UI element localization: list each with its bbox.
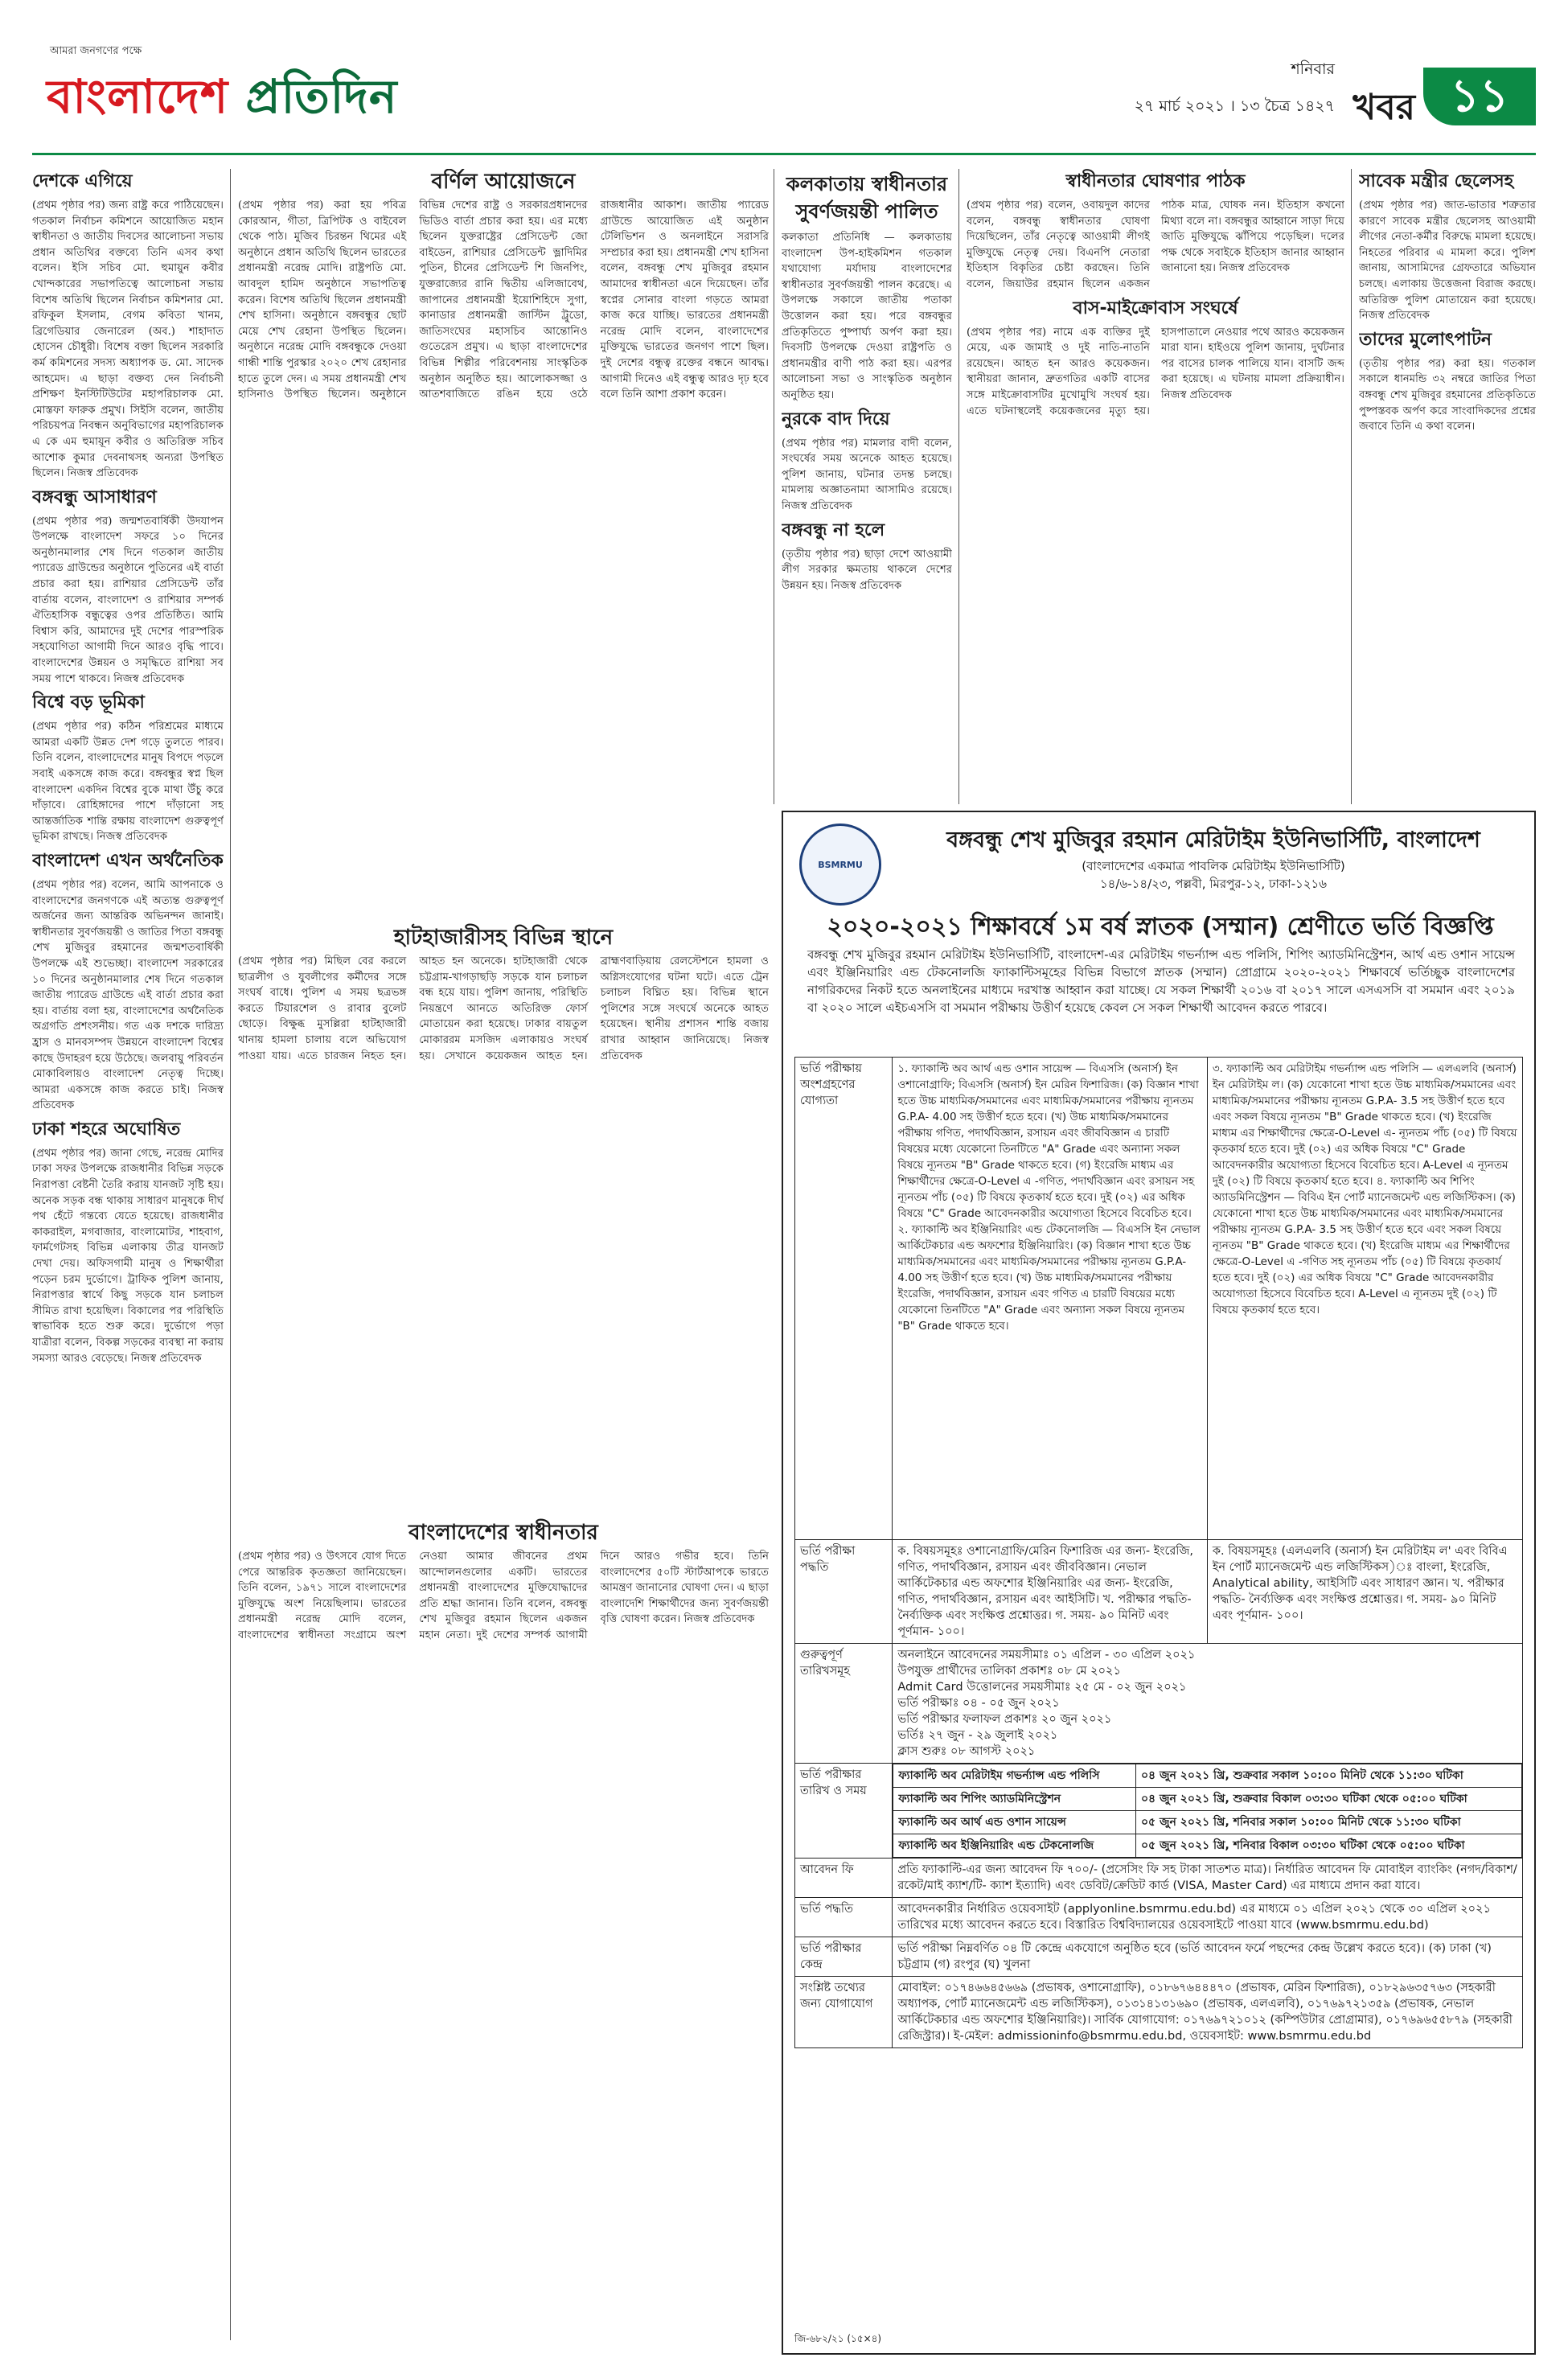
article-title[interactable]: সাবেক মন্ত্রীর ছেলেসহ	[1359, 171, 1514, 191]
column-2	[238, 169, 769, 2340]
row-cell: ভর্তি পরীক্ষা নিম্নবর্ণিত ০৪ টি কেন্দ্রে একযোগে অনুষ্ঠিত হবে (ভর্তি আবেদন ফর্মে পছন্দের কেন্দ্র উল্লেখ করতে হবে)। (ক) ঢাকা (খ) চট্টগ্রাম (গ) রংপুর (ঘ) খুলনা	[893, 1937, 1523, 1977]
issue-date: ২৭ মার্চ ২০২১ । ১৩ চৈত্র ১৪২৭	[1134, 97, 1335, 115]
schedule-time: ০৪ জুন ২০২১ খ্রি, শুক্রবার বিকাল ০৩:৩০ ঘটিকা থেকে ০৫:০০ ঘটিকা	[1135, 1788, 1521, 1811]
page-header-info	[973, 58, 1536, 138]
schedule-table	[893, 1764, 1522, 1858]
schedule-row	[893, 1764, 1522, 1788]
ad-subtitle: (বাংলাদেশের একমাত্র পাবলিক মেরিটাইম ইউনিভার্সিটি)	[1082, 859, 1345, 873]
table-row	[795, 1937, 1523, 1977]
article-body: (প্রথম পৃষ্ঠার পর) মিছিল বের করলে ছাত্রলীগ ও যুবলীগের কর্মীদের সঙ্গে সংঘর্ষ বাধে। পুলিশ এ সময় ছত্রভঙ্গ করতে টিয়ারশেল ও রাবার বুলেট ছোড়ে। বিক্ষুব্ধ মুসল্লিরা হাটহাজারী থানায় হামলা চালায় বলে অভিযোগ পাওয়া যায়। এতে চারজন নিহত হন। আহত হন অনেকে। হাটহাজারী থেকে চট্টগ্রাম-খাগড়াছড়ি সড়কে যান চলাচল বন্ধ হয়ে যায়। পুলিশ জানায়, পরিস্থিতি নিয়ন্ত্রণে আনতে অতিরিক্ত ফোর্স মোতায়েন করা হয়েছে। ঢাকার বায়তুল মোকাররম মসজিদ এলাকায়ও সংঘর্ষ হয়। সেখানে কয়েকজন আহত হন। ব্রাহ্মণবাড়িয়ায় রেলস্টেশনে হামলা ও অগ্নিসংযোগের ঘটনা ঘটে। এতে ট্রেন চলাচল বিঘ্নিত হয়। বিভিন্ন স্থানে পুলিশের সঙ্গে সংঘর্ষে অনেকে আহত হয়েছেন। স্থানীয় প্রশাসন শান্তি বজায় রাখার আহ্বান জানিয়েছে। নিজস্ব প্রতিবেদক	[238, 955, 769, 1062]
article-title[interactable]: বাস-মাইক্রোবাস সংঘর্ষে	[1073, 298, 1238, 318]
column-divider	[958, 169, 959, 804]
table-row	[795, 1859, 1523, 1898]
row-cell: ক. বিষয়সমূহঃ ওশানোগ্রাফি/মেরিন ফিশারিজ এর জন্য- ইংরেজি, গণিত, পদার্থবিজ্ঞান, রসায়ন এবং জীববিজ্ঞান। নেভাল আর্কিটেকচার এন্ড অফশোর ইঞ্জিনিয়ারিং এর জন্য- ইংরেজি, গণিত, পদার্থবিজ্ঞান, রসায়ন এবং আইসিটি। খ. পরীক্ষার পদ্ধতি- নৈর্ব্যক্তিক এবং সংক্ষিপ্ত প্রশ্নোত্তর। গ. সময়- ৯০ মিনিট এবং পূর্ণমান- ১০০।	[893, 1540, 1208, 1644]
schedule-faculty: ফ্যাকাল্টি অব মেরিটাইম গভর্ন্যান্স এন্ড পলিসি	[893, 1764, 1136, 1788]
article-body: (প্রথম পৃষ্ঠার পর) মামলার বাদী বলেন, সংঘর্ষের সময় অনেকে আহত হয়েছে। পুলিশ জানায়, ঘটনার তদন্ত চলছে। মামলায় অজ্ঞাতনামা আসামিও রয়েছে। নিজস্ব প্রতিবেদক	[782, 437, 952, 512]
ad-heading: ২০২০-২০২১ শিক্ষাবর্ষে ১ম বর্ষ স্নাতক (সম্মান) শ্রেণীতে ভর্তি বিজ্ঞপ্তি	[827, 913, 1494, 941]
row-cell	[893, 1764, 1523, 1859]
article-title[interactable]: দেশকে এগিয়ে	[32, 171, 133, 191]
article-title[interactable]: স্বাধীনতার ঘোষণার পাঠক	[1065, 171, 1246, 191]
schedule-time: ০৫ জুন ২০২১ খ্রি, শনিবার সকাল ১০:০০ মিনিট থেকে ১১:৩০ ঘটিকা	[1135, 1811, 1521, 1834]
column-4	[967, 169, 1344, 804]
article-body: (প্রথম পৃষ্ঠার পর) বলেন, আমি আপনাকে ও বাংলাদেশের জনগণকে এই অত্যন্ত গুরুত্বপূর্ণ অর্জনের জন্য আন্তরিক অভিনন্দন জানাই। স্বাধীনতার সুবর্ণজয়ন্তী ও জাতির পিতা বঙ্গবন্ধু শেখ মুজিবুর রহমানের জন্মশতবার্ষিকী উপলক্ষে এই শুভেচ্ছা। বাংলাদেশ সরকারের ১০ দিনের অনুষ্ঠানমালার শেষ দিনে গতকাল জাতীয় প্যারেড গ্রাউন্ডে এই বার্তা প্রচার করা হয়। বার্তায় বলা হয়, বাংলাদেশের অর্থনৈতিক অগ্রগতি প্রশংসনীয়। গত এক দশকে দারিদ্র্য হ্রাস ও মানবসম্পদ উন্নয়নে বাংলাদেশ বিশ্বের কাছে উদাহরণ হয়ে উঠেছে। জলবায়ু পরিবর্তন মোকাবিলায়ও বাংলাদেশ নেতৃত্ব দিচ্ছে। আমরা একসঙ্গে কাজ করতে চাই। নিজস্ব প্রতিবেদক	[32, 878, 224, 1112]
row-cell: প্রতি ফ্যাকাল্টি-এর জন্য আবেদন ফি ৭০০/- (প্রসেসিং ফি সহ টাকা সাতশত মাত্র)। নির্ধারিত আবেদন ফি মোবাইল ব্যাংকিং (নগদ/বিকাশ/রকেট/মাই ক্যাশ/টি- ক্যাশ ইত্যাদি) এবং ডেবিট/ক্রেডিট কার্ড (VISA, Master Card) এর মাধ্যমে প্রদান করা যাবে।	[893, 1859, 1523, 1898]
row-label: সংশ্লিষ্ট তথ্যের জন্য যোগাযোগ	[795, 1977, 893, 2048]
article-title[interactable]: কলকাতায় স্বাধীনতার সুবর্ণজয়ন্তী পালিত	[786, 173, 948, 223]
article-body: (প্রথম পৃষ্ঠার পর) কঠিন পরিশ্রমের মাধ্যমে আমরা একটি উন্নত দেশ গড়ে তুলতে পারব। তিনি বলেন, বাংলাদেশের মানুষ বিপদে পড়লে সবাই একসঙ্গে কাজ করে। বঙ্গবন্ধুর স্বপ্ন ছিল বাংলাদেশ একদিন বিশ্বের বুকে মাথা উঁচু করে দাঁড়াবে। রোহিঙ্গাদের পাশে দাঁড়ানো সহ আন্তর্জাতিক শান্তি রক্ষায় বাংলাদেশ গুরুত্বপূর্ণ ভূমিকা রাখছে। নিজস্ব প্রতিবেদক	[32, 721, 224, 844]
university-admission-ad	[782, 811, 1536, 2355]
university-seal-icon: BSMRMU	[799, 824, 881, 906]
article-title[interactable]: হাটহাজারীসহ বিভিন্ন স্থানে	[393, 926, 614, 950]
ad-code: জি-৬৮২/২১ (১৫×৪)	[794, 2333, 882, 2344]
schedule-row	[893, 1834, 1522, 1858]
table-row	[795, 1644, 1523, 1764]
logo-wordmark	[47, 61, 397, 139]
column-divider	[1351, 169, 1352, 804]
schedule-faculty: ফ্যাকাল্টি অব শিপিং অ্যাডমিনিস্ট্রেশন	[893, 1788, 1136, 1811]
row-cell	[893, 1644, 1523, 1764]
article-title[interactable]: বঙ্গবন্ধু আসাধারণ	[32, 487, 157, 507]
article-title[interactable]: বিশ্বে বড় ভূমিকা	[32, 692, 145, 713]
table-row	[795, 1898, 1523, 1937]
article-title[interactable]: বর্ণিল আয়োজনে	[431, 170, 576, 194]
logo-name-part2: প্রতিদিন	[228, 69, 398, 124]
article-body: (প্রথম পৃষ্ঠার পর) জন্য রাষ্ট্র করে পাঠিয়েছেন। গতকাল নির্বাচন কমিশনে আয়োজিত মহান স্বাধীনতা ও জাতীয় দিবসের আলোচনা সভায় প্রধান অতিথির বক্তব্যে তিনি এসব কথা বলেন। ইসি সচিব মো. হুমায়ুন কবীর খোন্দকারের সভাপতিত্বে আলোচনা সভায় বিশেষ অতিথি ছিলেন নির্বাচন কমিশনার মো. রফিকুল ইসলাম, বেগম কবিতা খানম, ব্রিগেডিয়ার জেনারেল (অব.) শাহাদাত হোসেন চৌধুরী। বিশেষ বক্তা ছিলেন সরকারি কর্ম কমিশনের সদস্য অধ্যাপক ড. মো. সাদেক আহমেদ। এ ছাড়া বক্তব্য দেন নির্বাচনী প্রশিক্ষণ ইনস্টিটিউটের মহাপরিচালক মো. মোস্তফা ফারুক প্রমুখ। সিইসি বলেন, জাতীয় পরিচয়পত্র নিবন্ধন অনুবিভাগের মহাপরিচালক এ কে এম হুমায়ূন কবীর ও অতিরিক্ত সচিব আশোক কুমার দেবনাথসহ অন্যরা উপস্থিত ছিলেন। নিজস্ব প্রতিবেদক	[32, 199, 224, 480]
masthead	[32, 32, 1536, 153]
article-body: (প্রথম পৃষ্ঠার পর) জাত-ভাতার শত্রুতার কারণে সাবেক মন্ত্রীর ছেলেসহ আওয়ামী লীগের নেতা-কর্মীর বিরুদ্ধে মামলা হয়েছে। নিহতের পরিবার এ মামলা করে। পুলিশ জানায়, আসামিদের গ্রেফতারে অভিযান চলছে। এলাকায় উত্তেজনা বিরাজ করছে। অতিরিক্ত পুলিশ মোতায়েন করা হয়েছে। নিজস্ব প্রতিবেদক	[1359, 199, 1536, 322]
schedule-time: ০৫ জুন ২০২১ খ্রি, শনিবার বিকাল ০৩:৩০ ঘটিকা থেকে ০৫:০০ ঘটিকা	[1135, 1834, 1521, 1858]
row-label: ভর্তি পরীক্ষা পদ্ধতি	[795, 1540, 893, 1644]
page-number: ১১	[1423, 68, 1536, 125]
article-title[interactable]: ঢাকা শহরে অঘোষিত	[32, 1119, 181, 1140]
article-body: (তৃতীয় পৃষ্ঠার পর) করা হয়। গতকাল সকালে ধানমন্ডি ৩২ নম্বরে জাতির পিতা বঙ্গবন্ধু শেখ মুজিবুর রহমানের প্রতিকৃতিতে পুষ্পস্তবক অর্পণ করে সাংবাদিকদের প্রশ্নের জবাবে তিনি এ কথা বলেন।	[1359, 357, 1536, 433]
article-body: (প্রথম পৃষ্ঠার পর) জানা গেছে, নরেন্দ্র মোদির ঢাকা সফর উপলক্ষে রাজধানীর বিভিন্ন সড়কে নিরাপত্তা বেষ্টনী তৈরি করায় যানজট সৃষ্টি হয়। অনেক সড়ক বন্ধ থাকায় সাধারণ মানুষকে দীর্ঘ পথ হেঁটে গন্তব্যে যেতে হয়েছে। রাজধানীর কাকরাইল, মগবাজার, বাংলামোটর, শাহবাগ, ফার্মগেটসহ বিভিন্ন এলাকায় তীব্র যানজট দেখা দেয়। অফিসগামী মানুষ ও শিক্ষার্থীরা পড়েন চরম দুর্ভোগে। ট্রাফিক পুলিশ জানায়, নিরাপত্তার স্বার্থে কিছু সড়কে যান চলাচল সীমিত রাখা হয়েছিল। বিকালের পর পরিস্থিতি স্বাভাবিক হতে শুরু করে। দুর্ভোগে পড়া যাত্রীরা বলেন, বিকল্প সড়কের ব্যবস্থা না করায় সমস্যা আরও বেড়েছে। নিজস্ব প্রতিবেদক	[32, 1147, 224, 1365]
article-title[interactable]: নুরকে বাদ দিয়ে	[782, 409, 890, 429]
article-body: (প্রথম পৃষ্ঠার পর) করা হয় পবিত্র কোরআন, গীতা, ত্রিপিটক ও বাইবেল থেকে পাঠ। মুজিব চিরন্তন থিমের এই অনুষ্ঠানে প্রধান অতিথি ছিলেন ভারতের প্রধানমন্ত্রী নরেন্দ্র মোদি। রাষ্ট্রপতি মো. আবদুল হামিদ অনুষ্ঠানে সভাপতিত্ব করেন। বিশেষ অতিথি ছিলেন প্রধানমন্ত্রী শেখ হাসিনা। অনুষ্ঠানে বঙ্গবন্ধুর ছোট মেয়ে শেখ রেহানা উপস্থিত ছিলেন। অনুষ্ঠানে নরেন্দ্র মোদি বঙ্গবন্ধুকে দেওয়া গান্ধী শান্তি পুরস্কার ২০২০ শেখ রেহানার হাতে তুলে দেন। এ সময় প্রধানমন্ত্রী শেখ হাসিনাও উপস্থিত ছিলেন। অনুষ্ঠানে বিভিন্ন দেশের রাষ্ট্র ও সরকারপ্রধানদের ভিডিও বার্তা প্রচার করা হয়। এর মধ্যে ছিলেন যুক্তরাষ্ট্রের প্রেসিডেন্ট জো বাইডেন, রাশিয়ার প্রেসিডেন্ট ভ্লাদিমির পুতিন, চীনের প্রেসিডেন্ট শি জিনপিং, যুক্তরাজ্যের রানি দ্বিতীয় এলিজাবেথ, জাপানের প্রধানমন্ত্রী ইয়োশিহিদে সুগা, কানাডার প্রধানমন্ত্রী জাস্টিন ট্রুডো, জাতিসংঘের মহাসচিব আন্তোনিও গুতেরেস প্রমুখ। এ ছাড়া বাংলাদেশের বিভিন্ন শিল্পীর পরিবেশনায় সাংস্কৃতিক অনুষ্ঠান অনুষ্ঠিত হয়। আলোকসজ্জা ও আতশবাজিতে রঙিন হয়ে ওঠে রাজধানীর আকাশ। জাতীয় প্যারেড গ্রাউন্ডে আয়োজিত এই অনুষ্ঠান টেলিভিশন ও অনলাইনে সরাসরি সম্প্রচার করা হয়। প্রধানমন্ত্রী শেখ হাসিনা বলেন, বঙ্গবন্ধু শেখ মুজিবুর রহমান আমাদের স্বাধীনতা এনে দিয়েছেন। তাঁর স্বপ্নের সোনার বাংলা গড়তে আমরা কাজ করে যাচ্ছি। ভারতের প্রধানমন্ত্রী নরেন্দ্র মোদি বলেন, বাংলাদেশের মুক্তিযুদ্ধে ভারতের জনগণ পাশে ছিল। দুই দেশের বন্ধুত্ব রক্তের বন্ধনে আবদ্ধ। আগামী দিনেও এই বন্ধুত্ব আরও দৃঢ় হবে বলে তিনি আশা প্রকাশ করেন।	[238, 199, 769, 401]
article-title[interactable]: তাদের মুলোৎপাটন	[1359, 329, 1492, 350]
column-divider	[230, 169, 231, 2340]
row-cell[interactable]: আবেদনকারীর নির্ধারিত ওয়েবসাইট (applyonline.bsmrmu.edu.bd) এর মাধ্যমে ০১ এপ্রিল ২০২১ থেকে ৩০ এপ্রিল ২০২১ তারিখের মধ্যে আবেদন করতে হবে। বিস্তারিত বিশ্ববিদ্যালয়ের ওয়েবসাইটে পাওয়া যাবে (www.bsmrmu.edu.bd)	[893, 1898, 1523, 1937]
row-label: ভর্তি পদ্ধতি	[795, 1898, 893, 1937]
article-title[interactable]: বাংলাদেশ এখন অর্থনৈতিক	[32, 850, 224, 871]
schedule-row	[893, 1811, 1522, 1834]
section-name: খবর	[1353, 87, 1415, 128]
ad-intro: বঙ্গবন্ধু শেখ মুজিবুর রহমান মেরিটাইম ইউনিভার্সিটি, বাংলাদেশ-এর মেরিটাইম গভর্ন্যান্স এন্ড পলিসি, শিপিং অ্যাডমিনিস্ট্রেশন, আর্থ এন্ড ওশান সায়েন্স এবং ইঞ্জিনিয়ারিং এন্ড টেকনোলজি ফ্যাকাল্টিসমূহের বিভিন্ন বিভাগে স্নাতক (সম্মান) প্রোগ্রামে ২০২০-২০২১ শিক্ষাবর্ষে ভর্তিচ্ছুক বাংলাদেশের নাগরিকদের নিকট হতে অনলাইনের মাধ্যমে দরখাস্ত আহ্বান করা যাচ্ছে। যে সকল শিক্ষার্থী ২০১৬ বা ২০১৭ সালে এসএসসি বা সমমান এবং ২০১৯ বা ২০২০ সালে এইচএসসি বা সমমান পরীক্ষায় উত্তীর্ণ হয়েছে কেবল সে সকল শিক্ষার্থী আবেদন করতে পারবে।	[807, 947, 1515, 1015]
row-label: আবেদন ফি	[795, 1859, 893, 1898]
article-body: কলকাতা প্রতিনিধি — কলকাতায় বাংলাদেশ উপ-হাইকমিশন গতকাল যথাযোগ্য মর্যাদায় বাংলাদেশের স্বাধীনতার সুবর্ণজয়ন্তী পালন করেছে। এ উপলক্ষে সকালে জাতীয় পতাকা উত্তোলন করা হয়। পরে বঙ্গবন্ধুর প্রতিকৃতিতে পুষ্পার্ঘ্য অর্পণ করা হয়। দিবসটি উপলক্ষে দেওয়া রাষ্ট্রপতি ও প্রধানমন্ত্রীর বাণী পাঠ করা হয়। এরপর আলোচনা সভা ও সাংস্কৃতিক অনুষ্ঠান অনুষ্ঠিত হয়।	[782, 232, 952, 401]
row-cell: ১. ফ্যাকাল্টি অব আর্থ এন্ড ওশান সায়েন্স — বিএসসি (অনার্স) ইন ওশানোগ্রাফি; বিএসসি (অনার্স) ইন মেরিন ফিশারিজ। (ক) বিজ্ঞান শাখা হতে উচ্চ মাধ্যমিক/সমমানের এবং মাধ্যমিক/সমমানের পরীক্ষায় ন্যূনতম G.P.A- 4.00 সহ উত্তীর্ণ হতে হবে। (খ) উচ্চ মাধ্যমিক/সমমানের পরীক্ষায় গণিত, পদার্থবিজ্ঞান, রসায়ন এবং জীববিজ্ঞান এ চারটি বিষয়ের মধ্যে যেকোনো তিনটিতে "A" Grade এবং অন্যান্য সকল বিষয়ে ন্যূনতম "B" Grade থাকতে হবে। (গ) ইংরেজি মাধ্যম এর শিক্ষার্থীদের ক্ষেত্রে-O-Level এ -গণিত, পদার্থবিজ্ঞান এবং রসায়ন সহ ন্যূনতম পাঁচ (০৫) টি বিষয়ে কৃতকার্য হতে হবে। দুই (০২) এর অধিক বিষয়ে "C" Grade আবেদনকারীর অযোগ্যতা হিসেবে বিবেচিত হবে। ২. ফ্যাকাল্টি অব ইঞ্জিনিয়ারিং এন্ড টেকনোলজি — বিএসসি ইন নেভাল আর্কিটেকচার এন্ড অফশোর ইঞ্জিনিয়ারিং। (ক) বিজ্ঞান শাখা হতে উচ্চ মাধ্যমিক/সমমানের এবং মাধ্যমিক/সমমানের পরীক্ষায় ন্যূনতম G.P.A- 4.00 সহ উত্তীর্ণ হতে হবে। (খ) উচ্চ মাধ্যমিক/সমমানের পরীক্ষায় ইংরেজি, পদার্থবিজ্ঞান, রসায়ন এবং গণিত এ চারটি বিষয়ের মধ্যে যেকোনো তিনটিতে "A" Grade এবং অন্যান্য সকল বিষয়ে ন্যূনতম "B" Grade থাকতে হবে।	[893, 1058, 1208, 1540]
header-rule	[32, 153, 1536, 155]
table-row	[795, 1058, 1523, 1540]
row-label: ভর্তি পরীক্ষায় অংশগ্রহণের যোগ্যতা	[795, 1058, 893, 1540]
article-title[interactable]: বাংলাদেশের স্বাধীনতার	[408, 1521, 598, 1545]
article-title[interactable]: বঙ্গবন্ধু না হলে	[782, 520, 885, 540]
list-item: Admit Card উত্তোলনের সময়সীমাঃ ২৫ মে - ০২ জুন ২০২১	[897, 1681, 1187, 1694]
article-body: (প্রথম পৃষ্ঠার পর) বলেন, ওবায়দুল কাদের বলেন, বঙ্গবন্ধু স্বাধীনতার ঘোষণা দিয়েছিলেন, তাঁর নেতৃত্বে আওয়ামী লীগই মুক্তিযুদ্ধে নেতৃত্ব দেয়। বিএনপি নেতারা ইতিহাস বিকৃতির চেষ্টা করছেন। তিনি বলেন, জিয়াউর রহমান ছিলেন একজন পাঠক মাত্র, ঘোষক নন। ইতিহাস কখনো মিথ্যা বলে না। বঙ্গবন্ধুর আহ্বানে সাড়া দিয়ে জাতি মুক্তিযুদ্ধে ঝাঁপিয়ে পড়েছিল। দলের পক্ষ থেকে সবাইকে ইতিহাস জানার আহ্বান জানানো হয়। নিজস্ব প্রতিবেদক	[967, 199, 1344, 290]
column-3	[782, 169, 952, 804]
logo-tagline: আমরা জনগণের পক্ষে	[50, 45, 142, 57]
newspaper-logo[interactable]	[47, 32, 497, 153]
row-label: ভর্তি পরীক্ষার তারিখ ও সময়	[795, 1764, 893, 1859]
schedule-time: ০৪ জুন ২০২১ খ্রি, শুক্রবার সকাল ১০:০০ মিনিট থেকে ১১:৩০ ঘটিকা	[1135, 1764, 1521, 1788]
ad-table	[794, 1057, 1523, 2048]
article-body: (প্রথম পৃষ্ঠার পর) জন্মশতবার্ষিকী উদযাপন উপলক্ষে বাংলাদেশ সফরে ১০ দিনের অনুষ্ঠানমালার শেষ দিনে গতকাল জাতীয় প্যারেড গ্রাউন্ডের অনুষ্ঠানে পুতিনের এই বার্তা প্রচার করা হয়। রাশিয়ার প্রেসিডেন্ট তাঁর বার্তায় বলেন, বাংলাদেশ ও রাশিয়ার সম্পর্ক ঐতিহাসিক বন্ধুত্বের ওপর প্রতিষ্ঠিত। আমি বিশ্বাস করি, আমাদের দুই দেশের পারস্পরিক সহযোগিতা আগামী দিনে আরও বৃদ্ধি পাবে। বাংলাদেশের উন্নয়ন ও সমৃদ্ধিতে রাশিয়া সব সময় পাশে থাকবে। নিজস্ব প্রতিবেদক	[32, 515, 224, 685]
article-body: (তৃতীয় পৃষ্ঠার পর) ছাড়া দেশে আওয়ামী লীগ সরকার ক্ষমতায় থাকলে দেশের উন্নয়ন হয়। নিজস্ব প্রতিবেদক	[782, 548, 952, 592]
row-cell: ক. বিষয়সমূহঃ (এলএলবি (অনার্স) ইন মেরিটাইম ল' এবং বিবিএ ইন পোর্ট ম্যানেজমেন্ট এন্ড লজিস্টিকস)ঃ বাংলা, ইংরেজি, Analytical ability, আইসিটি এবং সাধারণ জ্ঞান। খ. পরীক্ষার পদ্ধতি- নৈর্ব্যক্তিক এবং সংক্ষিপ্ত প্রশ্নোত্তর। গ. সময়- ৯০ মিনিট এবং পূর্ণমান- ১০০।	[1207, 1540, 1522, 1644]
row-label: গুরুত্বপূর্ণ তারিখসমূহ	[795, 1644, 893, 1764]
ad-address: ১৪/৬-১৪/২৩, পল্লবী, মিরপুর-১২, ঢাকা-১২১৬	[1099, 877, 1328, 891]
row-cell: ৩. ফ্যাকাল্টি অব মেরিটাইম গভর্ন্যান্স এন্ড পলিসি — এলএলবি (অনার্স) ইন মেরিটাইম ল। (ক) যেকোনো শাখা হতে উচ্চ মাধ্যমিক/সমমানের এবং মাধ্যমিক/সমমানের পরীক্ষায় ন্যূনতম G.P.A- 3.5 সহ উত্তীর্ণ হতে হবে এবং সকল বিষয়ে ন্যূনতম "B" Grade থাকতে হবে। (খ) ইংরেজি মাধ্যম এর শিক্ষার্থীদের ক্ষেত্রে-O-Level এ- ন্যূনতম পাঁচ (০৫) টি বিষয়ে কৃতকার্য হতে হবে। দুই (০২) এর অধিক বিষয়ে "C" Grade আবেদনকারীর অযোগ্যতা হিসেবে বিবেচিত হবে। A-Level এ ন্যূনতম দুই (০২) টি বিষয়ে কৃতকার্য হতে হবে। ৪. ফ্যাকাল্টি অব শিপিং অ্যাডমিনিস্ট্রেশন — বিবিএ ইন পোর্ট ম্যানেজমেন্ট এন্ড লজিস্টিকস। (ক) যেকোনো শাখা হতে উচ্চ মাধ্যমিক/সমমানের এবং মাধ্যমিক/সমমানের পরীক্ষায় ন্যূনতম G.P.A- 3.5 সহ উত্তীর্ণ হতে হবে এবং সকল বিষয়ে ন্যূনতম "B" Grade থাকতে হবে। (খ) ইংরেজি মাধ্যম এর শিক্ষার্থীদের ক্ষেত্রে-O-Level এ -গণিত সহ ন্যূনতম পাঁচ (০৫) টি বিষয়ে কৃতকার্য হতে হবে। দুই (০২) এর অধিক বিষয়ে "C" Grade আবেদনকারীর অযোগ্যতা হিসেবে বিবেচিত হবে। A-Level এ ন্যূনতম দুই (০২) টি বিষয়ে কৃতকার্য হতে হবে।	[1207, 1058, 1522, 1540]
table-row	[795, 1540, 1523, 1644]
list-item: ভর্তি পরীক্ষার ফলাফল প্রকাশঃ ২০ জুন ২০২১	[897, 1713, 1112, 1726]
logo-name-part1: বাংলাদেশ	[47, 69, 229, 124]
list-item: ভর্তিঃ ২৭ জুন - ২৯ জুলাই ২০২১	[897, 1729, 1058, 1742]
table-row	[795, 1764, 1523, 1859]
row-cell[interactable]: মোবাইল: ০১৭৪৬৬৪৫৬৬৯ (প্রভাষক, ওশানোগ্রাফি), ০১৮৬৭৬৪৪৪৭০ (প্রভাষক, মেরিন ফিশারিজ), ০১৮২৯৬৩৫৭৬৩ (সহকারী অধ্যাপক, পোর্ট ম্যানেজমেন্ট এন্ড লজিস্টিকস), ০১৩১৪১৩১৬৯০ (প্রভাষক, এলএলবি), ০১৭৬৯৭২১৩৫৯ (প্রভাষক, নেভাল আর্কিটেকচার এন্ড অফশোর ইঞ্জিনিয়ারিং)। সার্বিক যোগাযোগ: ০১৭৬৯৭২১০১২ (কম্পিউটার প্রোগ্রামার), ০১৭৬৯৬৫৫৮৭৯ (সহকারী রেজিস্ট্রার)। ই-মেইল: admissioninfo@bsmrmu.edu.bd, ওয়েবসাইট: www.bsmrmu.edu.bd	[893, 1977, 1523, 2048]
column-1	[32, 169, 224, 2340]
article-body: (প্রথম পৃষ্ঠার পর) ও উৎসবে যোগ দিতে পেরে আন্তরিক কৃতজ্ঞতা জানিয়েছেন। তিনি বলেন, ১৯৭১ সালে বাংলাদেশের মুক্তিযুদ্ধে অংশ নিয়েছিলাম। ভারতের প্রধানমন্ত্রী নরেন্দ্র মোদি বলেন, বাংলাদেশের স্বাধীনতা সংগ্রামে অংশ নেওয়া আমার জীবনের প্রথম আন্দোলনগুলোর একটি। ভারতের প্রধানমন্ত্রী বাংলাদেশের মুক্তিযোদ্ধাদের প্রতি শ্রদ্ধা জানান। তিনি বলেন, বঙ্গবন্ধু শেখ মুজিবুর রহমান ছিলেন একজন মহান নেতা। দুই দেশের সম্পর্ক আগামী দিনে আরও গভীর হবে। তিনি বাংলাদেশের ৫০টি স্টার্টআপকে ভারতে আমন্ত্রণ জানানোর ঘোষণা দেন। এ ছাড়া বাংলাদেশি শিক্ষার্থীদের জন্য সুবর্ণজয়ন্তী বৃত্তি ঘোষণা করেন। নিজস্ব প্রতিবেদক	[238, 1550, 769, 1641]
schedule-faculty: ফ্যাকাল্টি অব ইঞ্জিনিয়ারিং এন্ড টেকনোলজি	[893, 1834, 1136, 1858]
schedule-row	[893, 1788, 1522, 1811]
list-item: ক্লাস শুরুঃ ০৮ আগস্ট ২০২১	[897, 1745, 1036, 1758]
issue-day: শনিবার	[1291, 60, 1335, 78]
list-item: উপযুক্ত প্রার্থীদের তালিকা প্রকাশঃ ০৮ মে ২০২১	[897, 1665, 1121, 1678]
list-item: অনলাইনে আবেদনের সময়সীমাঃ ০১ এপ্রিল - ৩০ এপ্রিল ২০২১	[897, 1649, 1196, 1661]
article-body: (প্রথম পৃষ্ঠার পর) নামে এক ব্যক্তির দুই মেয়ে, এক জামাই ও দুই নাতি-নাতনি রয়েছেন। আহত হন আরও কয়েকজন। স্থানীয়রা জানান, দ্রুতগতির একটি বাসের সঙ্গে মাইক্রোবাসটির মুখোমুখি সংঘর্ষ হয়। এতে ঘটনাস্থলেই কয়েকজনের মৃত্যু হয়। হাসপাতালে নেওয়ার পথে আরও কয়েকজন মারা যান। হাইওয়ে পুলিশ জানায়, দুর্ঘটনার পর বাসের চালক পালিয়ে যান। বাসটি জব্দ করা হয়েছে। এ ঘটনায় মামলা প্রক্রিয়াধীন। নিজস্ব প্রতিবেদক	[967, 326, 1344, 417]
row-label: ভর্তি পরীক্ষার কেন্দ্র	[795, 1937, 893, 1977]
column-5	[1359, 169, 1536, 804]
table-row	[795, 1977, 1523, 2048]
schedule-faculty: ফ্যাকাল্টি অব আর্থ এন্ড ওশান সায়েন্স	[893, 1811, 1136, 1834]
list-item: ভর্তি পরীক্ষাঃ ০৪ - ০৫ জুন ২০২১	[897, 1697, 1060, 1710]
ad-title: বঙ্গবন্ধু শেখ মুজিবুর রহমান মেরিটাইম ইউনিভার্সিটি, বাংলাদেশ	[946, 828, 1480, 852]
